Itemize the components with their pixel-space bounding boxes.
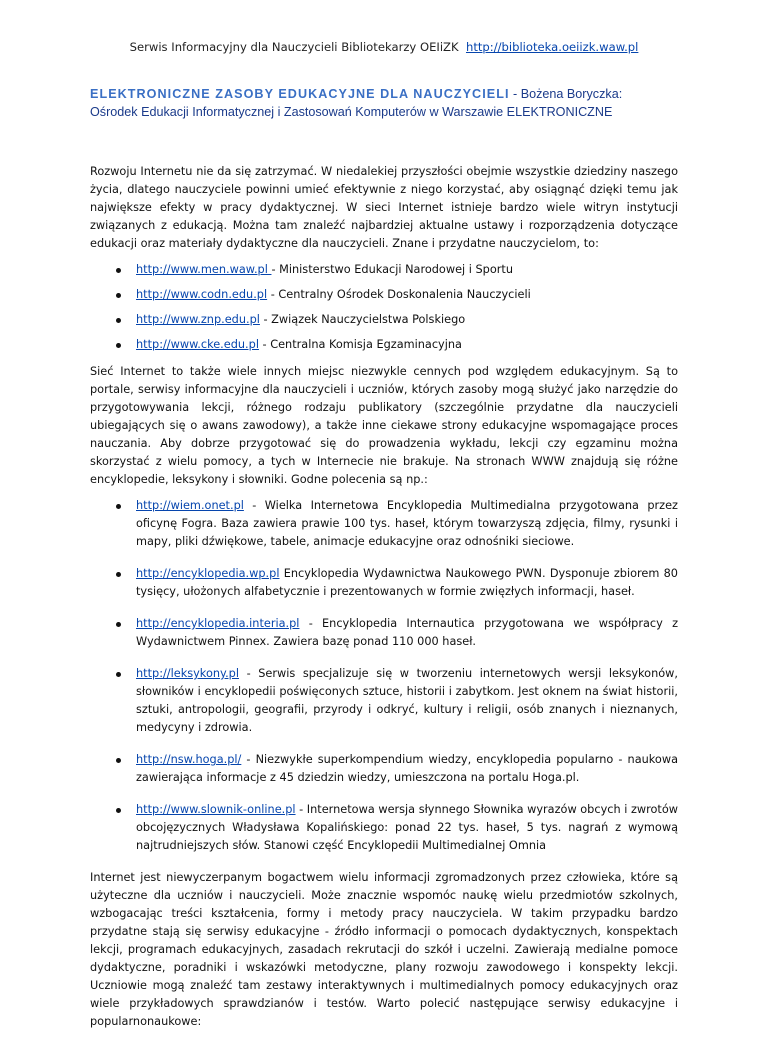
document-body [90, 163, 678, 1039]
list-item [90, 665, 678, 737]
bullet-icon [116, 622, 121, 627]
title-main: ELEKTRONICZNE ZASOBY EDUKACYJNE DLA NAUCZYCIELI [90, 87, 510, 101]
encyclopedia-link[interactable]: http://encyklopedia.wp.pl [136, 567, 280, 580]
encyclopedia-desc: - Serwis specjalizuje się w tworzeniu internetowych wersji leksykonów, słowników i encyklopedii poświęconych sztuce, historii i zabytkom. Jest oknem na świat historii, sztuki, antropologii, geografii, przyrody i odkryć, kultury i religii, osób znanych i nieznanych, medycyny i zdrowia. [136, 667, 678, 734]
encyclopedia-desc: - Wielka Internetowa Encyklopedia Multimedialna przygotowana przez oficynę Fogra. Baza zawiera prawie 100 tys. haseł, którym towarzyszą zdjęcia, filmy, rysunki i mapy, pliki dźwiękowe, tabele, animacje edukacyjne oraz odnośniki sieciowe. [136, 499, 678, 548]
encyclopedia-link[interactable]: http://www.slownik-online.pl [136, 803, 296, 816]
encyclopedia-desc: Encyklopedia Wydawnictwa Naukowego PWN. Dysponuje zbiorem 80 tysięcy, ułożonych alfabetycznie i prezentowanych w formie zwięzłych informacji, haseł. [136, 567, 678, 598]
document-title [90, 85, 680, 121]
page-header [0, 40, 768, 54]
institution-desc: - Centralny Ośrodek Doskonalenia Nauczycieli [267, 288, 531, 301]
bullet-icon [116, 293, 121, 298]
encyclopedia-link[interactable]: http://wiem.onet.pl [136, 499, 244, 512]
bullet-icon [116, 672, 121, 677]
bullet-icon [116, 318, 121, 323]
institution-desc: - Ministerstwo Edukacji Narodowej i Sportu [271, 263, 513, 276]
encyclopedia-link[interactable]: http://nsw.hoga.pl/ [136, 753, 242, 766]
institution-link[interactable]: http://www.cke.edu.pl [136, 338, 259, 351]
bullet-icon [116, 268, 121, 273]
list-item [90, 286, 678, 304]
bullet-icon [116, 343, 121, 348]
list-item [90, 311, 678, 329]
bullet-icon [116, 758, 121, 763]
list-item [90, 497, 678, 551]
list-item [90, 565, 678, 601]
encyclopedia-desc: - Niezwykłe superkompendium wiedzy, encyklopedia popularno - naukowa zawierająca informacje z 45 dziedzin wiedzy, umieszczona na portalu Hoga.pl. [136, 753, 678, 784]
list-item [90, 336, 678, 354]
institution-list [90, 261, 678, 354]
bullet-icon [116, 572, 121, 577]
title-author: - Bożena Boryczka: [509, 87, 623, 101]
bullet-icon [116, 808, 121, 813]
encyclopedia-link[interactable]: http://leksykony.pl [136, 667, 239, 680]
closing-paragraph: Internet jest niewyczerpanym bogactwem wielu informacji zgromadzonych przez człowieka, które są użyteczne dla uczniów i nauczycieli. Może znacznie wspomóc naukę wielu przedmiotów szkolnych, wzbogacając treści kształcenia, formy i metody pracy nauczyciela. W takim przypadku bardzo przydatne stają się serwisy edukacyjne - źródło informacji o pomocach dydaktycznych, konspektach lekcji, programach edukacyjnych, zasadach rekrutacji do szkół i uczelni. Zawierają medialne pomoce dydaktyczne, poradniki i wskazówki metodyczne, plany rozwoju zawodowego i konspekty lekcji. Uczniowie mogą znaleźć tam zestawy interaktywnych i multimedialnych pomocy edukacyjnych oraz wiele przykładowych sprawdzianów i testów. Warto polecić następujące serwisy edukacyjne i popularnonaukowe: [90, 871, 678, 1028]
list-item [90, 801, 678, 855]
institution-link[interactable]: http://www.znp.edu.pl [136, 313, 260, 326]
encyclopedia-desc: - Encyklopedia Internautica przygotowana we współpracy z Wydawnictwem Pinnex. Zawiera bazę ponad 110 000 haseł. [136, 617, 678, 648]
encyclopedia-list [90, 497, 678, 855]
header-text: Serwis Informacyjny dla Nauczycieli Bibliotekarzy OEIiZK [129, 40, 459, 54]
list-item [90, 751, 678, 787]
institution-link[interactable]: http://www.men.waw.pl [136, 263, 272, 276]
intro-paragraph: Rozwoju Internetu nie da się zatrzymać. W niedalekiej przyszłości obejmie wszystkie dziedziny naszego życia, dlatego nauczyciele powinni umieć efektywnie z niego korzystać, aby osiągnąć dzięki temu jak największe efekty w pracy dydaktycznej. W sieci Internet istnieje bardzo wiele witryn instytucji związanych z edukacją. Można tam znaleźć najbardziej aktualne ustawy i rozporządzenia dotyczące edukacji oraz materiały dydaktyczne dla nauczycieli. Znane i przydatne nauczycielom, to: [90, 165, 678, 250]
list-item [90, 261, 678, 279]
institution-desc: - Centralna Komisja Egzaminacyjna [258, 338, 462, 351]
encyclopedia-link[interactable]: http://encyklopedia.interia.pl [136, 617, 300, 630]
bullet-icon [116, 504, 121, 509]
list-item [90, 615, 678, 651]
header-link[interactable]: http://biblioteka.oeiizk.waw.pl [465, 40, 639, 54]
encyclopedia-desc: - Internetowa wersja słynnego Słownika wyrazów obcych i zwrotów obcojęzycznych Władysława Kopalińskiego: ponad 22 tys. haseł, 5 tys. nagrań z wymową najtrudniejszych słów. Stanowi część Encyklopedii Multimedialnej Omnia [136, 803, 679, 852]
title-institution: Ośrodek Edukacji Informatycznej i Zastosowań Komputerów w Warszawie ELEKTRONICZNE [90, 105, 613, 119]
institution-desc: - Związek Nauczycielstwa Polskiego [259, 313, 466, 326]
institution-link[interactable]: http://www.codn.edu.pl [136, 288, 268, 301]
portals-paragraph: Sieć Internet to także wiele innych miejsc niezwykle cennych pod względem edukacyjnym. Są to portale, serwisy informacyjne dla nauczycieli i uczniów, których zasoby mogą służyć jako narzędzie do przygotowywania lekcji, różnego rodzaju publikatory (szczególnie przydatne dla nauczycieli ubiegających się o awans zawodowy), a także inne ciekawe strony edukacyjne wspomagające proces nauczania. Aby dobrze przygotować się do prowadzenia wykładu, lekcji czy egzaminu można skorzystać z wielu pomocy, a tych w Internecie nie brakuje. Na stronach WWW znajdują się różne encyklopedie, leksykony i słowniki. Godne polecenia są np.: [90, 365, 678, 486]
